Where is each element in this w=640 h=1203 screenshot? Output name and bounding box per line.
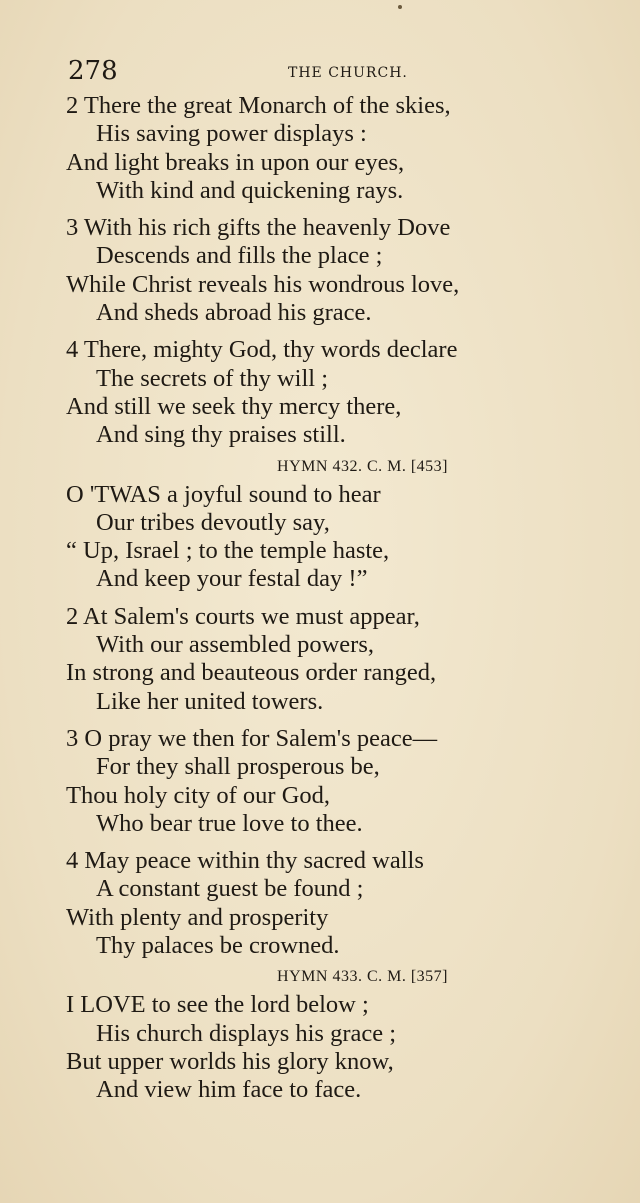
verse-line: 3 O pray we then for Salem's peace— xyxy=(66,724,438,752)
verse-line: Thy palaces be crowned. xyxy=(96,932,340,960)
verse-line: And light breaks in upon our eyes, xyxy=(66,148,405,176)
verse-line: 3 With his rich gifts the heavenly Dove xyxy=(66,214,451,242)
verse-line: In strong and beauteous order ranged, xyxy=(66,659,437,687)
verse-line: And keep your festal day !” xyxy=(96,565,368,593)
verse-line: With our assembled powers, xyxy=(96,631,374,659)
hymn-heading: HYMN 433. C. M. [357] xyxy=(277,968,448,986)
verse-line: 2 There the great Monarch of the skies, xyxy=(66,92,451,119)
stanza xyxy=(66,481,566,594)
stanza xyxy=(66,603,566,716)
verse-line: But upper worlds his glory know, xyxy=(66,1047,394,1075)
verse-line: Our tribes devoutly say, xyxy=(96,508,330,536)
verse-line: 4 There, mighty God, thy words declare xyxy=(66,336,458,364)
stanza xyxy=(66,214,566,327)
verse-line: O 'TWAS a joyful sound to hear xyxy=(66,480,381,508)
verse-line: I LOVE to see the lord below ; xyxy=(66,991,369,1019)
verse-line: And still we seek thy mercy there, xyxy=(66,392,402,420)
verse-line: For they shall prosperous be, xyxy=(96,753,380,781)
stanza xyxy=(66,336,566,449)
verse-line: His saving power displays : xyxy=(96,120,367,148)
verse-line: The secrets of thy will ; xyxy=(96,364,329,392)
stanza xyxy=(66,847,566,960)
verse-line: 4 May peace within thy sacred walls xyxy=(66,847,424,875)
page-number: 278 xyxy=(68,56,118,86)
verse-line: Thou holy city of our God, xyxy=(66,781,331,809)
verse-line: While Christ reveals his wondrous love, xyxy=(66,270,460,298)
ink-speck xyxy=(398,5,402,9)
stanza xyxy=(66,725,566,838)
verse-line: Who bear true love to thee. xyxy=(96,809,363,837)
verse-line: And sheds abroad his grace. xyxy=(96,299,372,327)
verse-line: His church displays his grace ; xyxy=(96,1019,397,1047)
verse-line: Descends and fills the place ; xyxy=(96,242,383,270)
page-header xyxy=(68,56,568,88)
running-title: THE CHURCH. xyxy=(288,65,408,81)
stanza xyxy=(66,92,566,205)
hymn-text xyxy=(66,92,566,1105)
stanza xyxy=(66,991,566,1104)
verse-line: Like her united towers. xyxy=(96,687,324,715)
verse-line: 2 At Salem's courts we must appear, xyxy=(66,602,420,630)
hymn-heading: HYMN 432. C. M. [453] xyxy=(277,457,448,475)
verse-line: With kind and quickening rays. xyxy=(96,176,404,204)
verse-line: A constant guest be found ; xyxy=(96,875,364,903)
verse-line: And sing thy praises still. xyxy=(96,421,346,449)
verse-line: “ Up, Israel ; to the temple haste, xyxy=(66,537,390,565)
verse-line: And view him face to face. xyxy=(96,1076,362,1104)
verse-line: With plenty and prosperity xyxy=(66,903,329,931)
